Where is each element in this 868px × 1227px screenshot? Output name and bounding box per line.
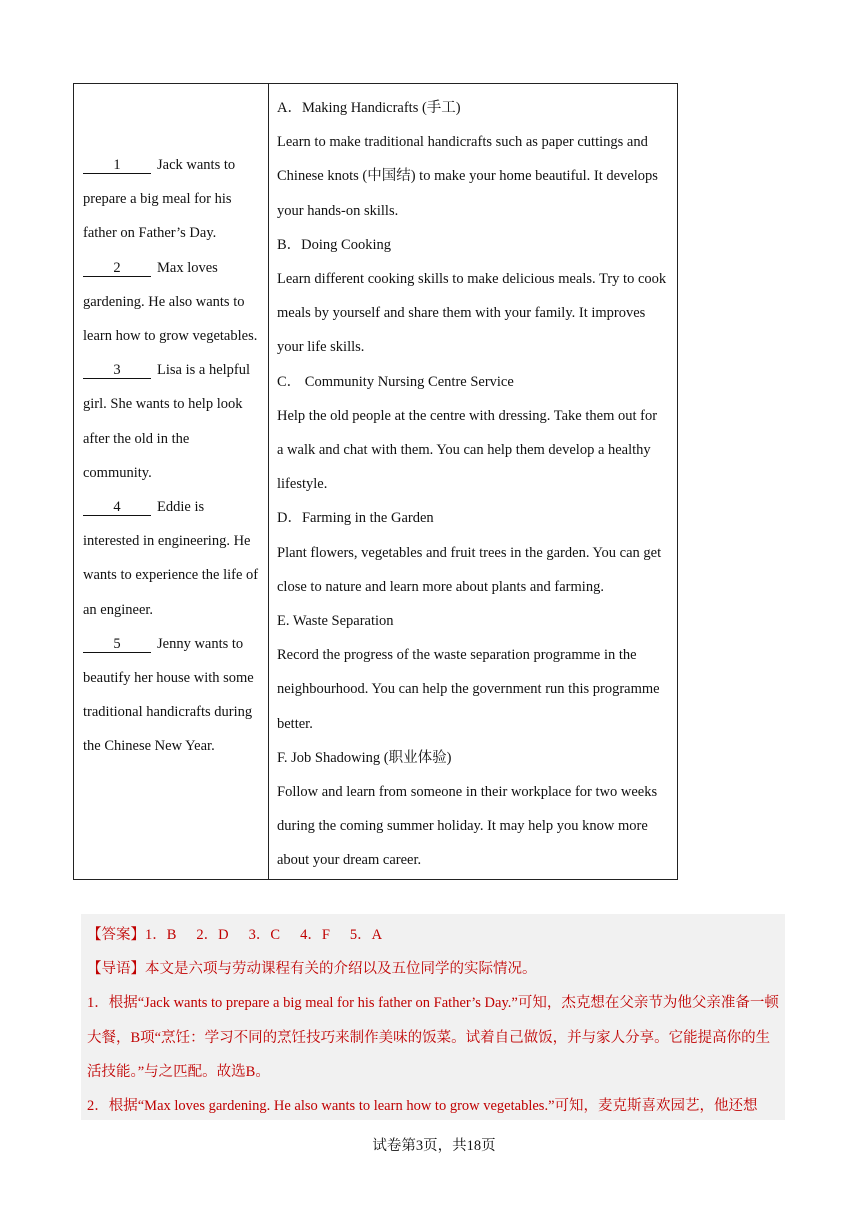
answer-item: 1．B [145, 927, 177, 943]
answer-section [81, 914, 785, 1120]
option-desc: Record the progress of the waste separation programme in the neighbourhood. You can help the government run this programme better. [277, 647, 660, 732]
answer-blank[interactable]: 4 [83, 499, 151, 516]
answer-blank[interactable]: 1 [83, 157, 151, 174]
option-title: F. Job Shadowing (职业体验) [277, 749, 452, 766]
person-item [83, 353, 260, 490]
option-desc: Plant flowers, vegetables and fruit trees in the garden. You can get close to nature and learn more about plants and farming. [277, 544, 662, 595]
option-title: A．Making Handicrafts (手工) [277, 100, 461, 116]
answer-item: 5．A [349, 927, 383, 943]
option-title: B．Doing Cooking [277, 236, 391, 253]
option-desc: Learn to make traditional handicrafts such as paper cuttings and Chinese knots (中国结) to make your home beautiful. It develops your hands-on skills. [277, 134, 658, 219]
person-text: Jack wants to prepare a big meal for his father on Father’s Day. [83, 157, 236, 242]
options-column [269, 84, 677, 879]
person-item [83, 251, 260, 354]
explanation-2: 2．根据“Max loves gardening. He also wants to learn how to grow vegetables.”可知，麦克斯喜欢园艺，他还想 [87, 1098, 758, 1115]
matching-table [73, 83, 678, 880]
answer-item: 4．F [300, 927, 330, 943]
answer-blank[interactable]: 2 [83, 260, 151, 277]
guide-label: 【导语】 [87, 961, 145, 978]
person-item [83, 627, 260, 764]
guide-text: 本文是六项与劳动课程有关的介绍以及五位同学的实际情况。 [145, 961, 537, 978]
page-footer: 试卷第3页，共18页 [372, 1138, 496, 1154]
answer-label: 【答案】 [87, 927, 145, 943]
option-desc: Help the old people at the centre with dressing. Take them out for a walk and chat with them. You can help them develop a healthy lifestyle. [277, 407, 658, 493]
person-item [83, 490, 260, 627]
person-text: Max loves gardening. He also wants to learn how to grow vegetables. [83, 259, 258, 345]
answer-item: 2．D [196, 927, 229, 943]
person-text: Eddie is interested in engineering. He wants to experience the life of an engineer. [83, 499, 259, 618]
guide-line [87, 952, 783, 986]
option-desc: Learn different cooking skills to make delicious meals. Try to cook meals by yourself and share them with your family. It improves your life skills. [277, 271, 667, 356]
option-title: E. Waste Separation [277, 613, 394, 630]
persons-column [74, 84, 269, 879]
explanation-1: 1．根据“Jack wants to prepare a big meal for his father on Father’s Day.”可知，杰克想在父亲节为他父亲准备一顿大餐，B项“烹饪：学习不同的烹饪技巧来制作美味的饭菜。试着自己做饭，并与家人分享。它能提高你的生活技能。”与之匹配。故选B。 [87, 995, 779, 1080]
answer-blank[interactable]: 5 [83, 636, 151, 653]
option-desc: Follow and learn from someone in their workplace for two weeks during the coming summer holiday. It may help you know more about your dream career. [277, 784, 658, 869]
option-title: C． Community Nursing Centre Service [277, 373, 514, 390]
answer-blank[interactable]: 3 [83, 362, 151, 379]
person-text: Jenny wants to beautify her house with some traditional handicrafts during the Chinese New Year. [83, 635, 254, 755]
option-title: D．Farming in the Garden [277, 510, 434, 527]
person-item [83, 148, 260, 251]
answer-item: 3．C [248, 927, 281, 943]
answer-line [87, 918, 783, 952]
person-text: Lisa is a helpful girl. She wants to help look after the old in the community. [83, 362, 251, 481]
